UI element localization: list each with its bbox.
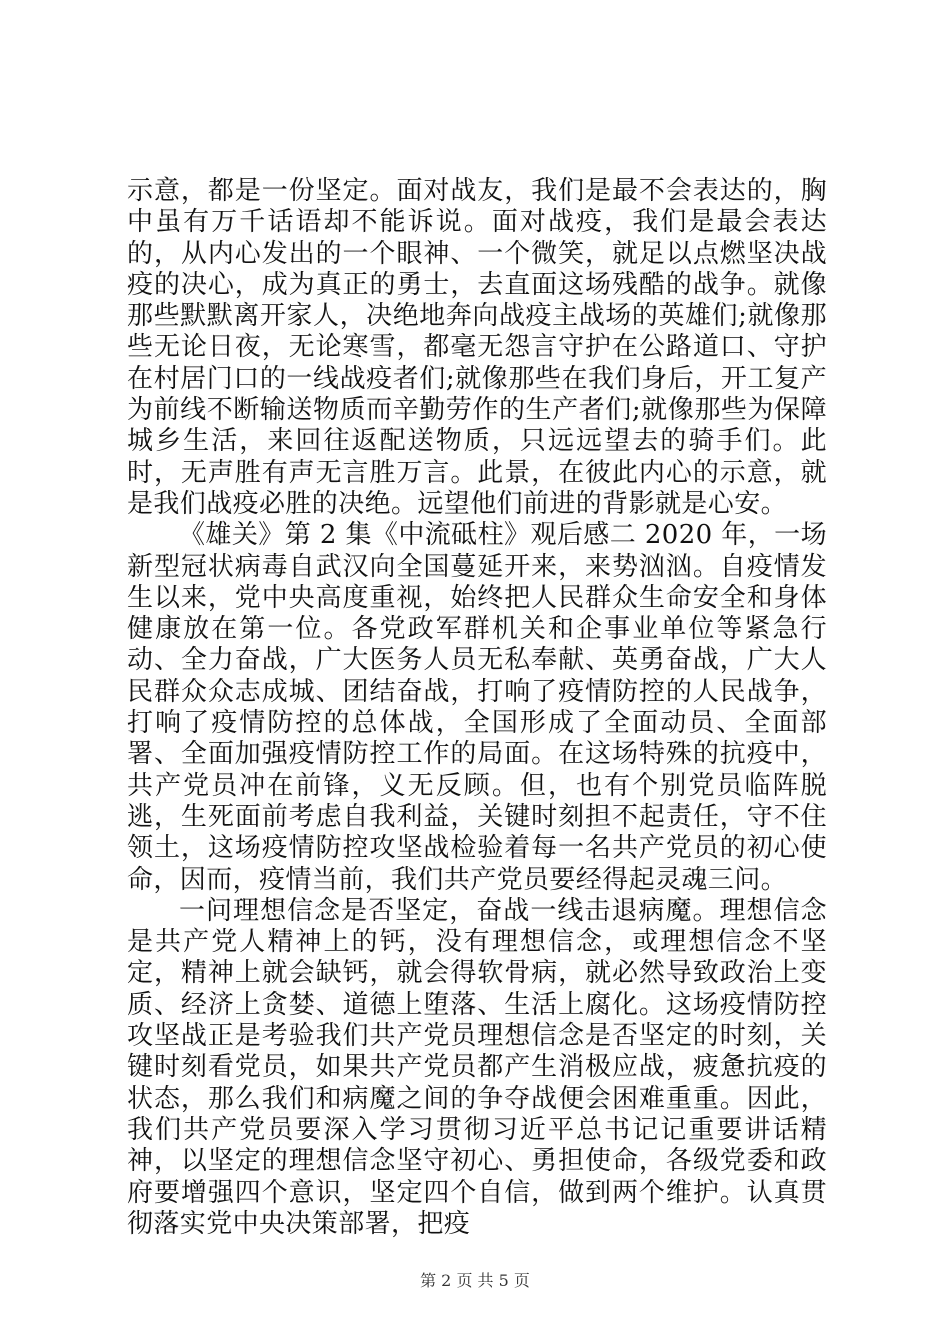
document-body	[127, 176, 827, 1240]
paragraph-review-intro: 《雄关》第 2 集《中流砥柱》观后感二 2020 年，一场新型冠状病毒自武汉向全国蔓延开来，来势汹汹。自疫情发生以来，党中央高度重视，始终把人民群众生命安全和身体健康放在第一位。各党政军群机关和企事业单位等紧急行动、全力奋战，广大医务人员无私奉献、英勇奋战，广大人民群众众志成城、团结奋战，打响了疫情防控的人民战争，打响了疫情防控的总体战，全国形成了全面动员、全面部署、全面加强疫情防控工作的局面。在这场特殊的抗疫中，共产党员冲在前锋，义无反顾。但，也有个别党员临阵脱逃，生死面前考虑自我利益，关键时刻担不起责任，守不住领土，这场疫情防控攻坚战检验着每一名共产党员的初心使命，因而，疫情当前，我们共产党员要经得起灵魂三问。	[127, 520, 827, 895]
page-footer: 第 2 页 共 5 页	[420, 1271, 530, 1290]
paragraph-continued: 示意，都是一份坚定。面对战友，我们是最不会表达的，胸中虽有万千话语却不能诉说。面对战疫，我们是最会表达的，从内心发出的一个眼神、一个微笑，就足以点燃坚决战疫的决心，成为真正的勇士，去直面这场残酷的战争。就像那些默默离开家人，决绝地奔向战疫主战场的英雄们;就像那些无论日夜，无论寒雪，都毫无怨言守护在公路道口、守护在村居门口的一线战疫者们;就像那些在我们身后，开工复产为前线不断输送物质而辛勤劳作的生产者们;就像那些为保障城乡生活，来回往返配送物质，只远远望去的骑手们。此时，无声胜有声无言胜万言。此景，在彼此内心的示意，就是我们战疫必胜的决绝。远望他们前进的背影就是心安。	[127, 176, 827, 519]
paragraph-first-question: 一问理想信念是否坚定，奋战一线击退病魔。理想信念是共产党人精神上的钙，没有理想信念，或理想信念不坚定，精神上就会缺钙，就会得软骨病，就必然导致政治上变质、经济上贪婪、道德上堕落、生活上腐化。这场疫情防控攻坚战正是考验我们共产党员理想信念是否坚定的时刻，关键时刻看党员，如果共产党员都产生消极应战，疲惫抗疫的状态，那么我们和病魔之间的争夺战便会困难重重。因此，我们共产党员要深入学习贯彻习近平总书记记重要讲话精神，以坚定的理想信念坚守初心、勇担使命，各级党委和政府要增强四个意识，坚定四个自信，做到两个维护。认真贯彻落实党中央决策部署，把疫	[127, 895, 827, 1239]
